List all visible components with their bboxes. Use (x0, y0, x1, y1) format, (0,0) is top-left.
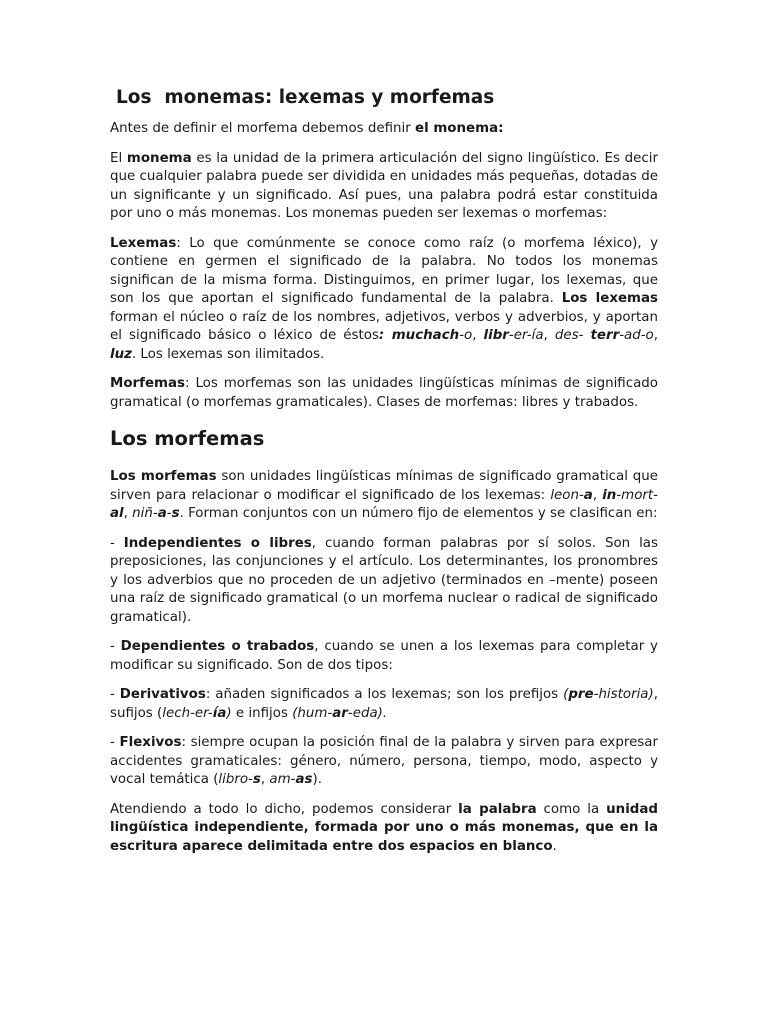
text-run: El (110, 150, 127, 166)
text-run: as (295, 772, 313, 787)
text-run: - (110, 735, 120, 750)
text-run: (hum- (292, 705, 333, 721)
text-run: Morfemas (110, 376, 185, 391)
text-run: son unidades lingüísticas mínimas de significado gramatical que sirven para relacionar o modificar el significado de los lexemas: (110, 469, 658, 503)
text-run: ). (312, 772, 322, 787)
text-run: unidad lingüística independiente, formada por uno o más monemas, que en la escritura aparece delimitada entre dos espacios en blanco (110, 801, 658, 854)
text-run: , cuando forman palabras por sí solos. Son las preposiciones, las conjunciones y el artículo. Los determinantes, los pronombres y los adverbios que no proceden de un adjetivo (terminados en –mente) poseen una raíz de significado gramatical (o un morfema nuclear o radical de significado gramatical). (110, 535, 658, 625)
text-run: : Lo que comúnmente se conoce como raíz (o morfema léxico), y contiene en germen el significado de la palabra. No todos los monemas significan de la misma forma. Distinguimos, en primer lugar, los lexemas, que son los que aportan el significado fundamental de la palabra. (110, 235, 658, 306)
text-run: , (543, 328, 555, 343)
text-run: . Los lexemas son ilimitados. (131, 346, 325, 362)
text-run: -er-ía (508, 328, 544, 343)
text-run: terr (590, 328, 620, 343)
text-run: es la unidad de la primera articulación del signo lingüístico. Es decir que cualquier palabra puede ser dividida en unidades más pequeñas, dotadas de un significante y un significado. Así pues, una palabra podrá estar constituida por uno o más monemas. Los monemas pueden ser lexemas o morfemas: (110, 150, 658, 221)
morfemas-intro-paragraph (110, 468, 658, 524)
page-title: Los monemas: lexemas y morfemas (116, 87, 495, 108)
text-run: : añaden significados a los lexemas; son los prefijos (205, 687, 564, 702)
text-run: -eda). (347, 705, 388, 721)
text-run: . (552, 838, 557, 854)
text-run: a (157, 506, 167, 521)
text-run: Dependientes o trabados (120, 639, 315, 654)
independientes-paragraph (110, 535, 658, 628)
text-run: Los lexemas (561, 291, 659, 306)
text-run: Atendiendo a todo lo dicho, podemos considerar (110, 801, 459, 817)
text-run: - (110, 535, 124, 551)
text-run: al (110, 506, 124, 521)
text-run: -ad-o (619, 328, 654, 343)
text-run: pre (568, 687, 594, 702)
intro-paragraph (110, 120, 658, 139)
text-run: . Forman conjuntos con un número fijo de elementos y se clasifican en: (179, 506, 658, 521)
text-run: ía (212, 705, 227, 721)
text-run: monema (126, 150, 192, 166)
text-run: am- (269, 772, 296, 787)
text-run: - (166, 506, 172, 521)
text-run: libro- (218, 772, 253, 787)
text-run: -historia) (593, 687, 654, 702)
text-run: Lexemas (110, 235, 177, 251)
text-run: , (260, 772, 270, 787)
text-run: Antes de definir el morfema debemos definir (110, 121, 416, 136)
text-run: , cuando se unen a los lexemas para completar y modificar su significado. Son de dos tipos: (110, 639, 658, 673)
flexivos-paragraph (110, 734, 658, 790)
text-run: , (472, 328, 484, 343)
text-run: -mort- (616, 487, 658, 503)
text-run: in (602, 487, 617, 503)
text-run: , (653, 328, 659, 343)
text-run: - (110, 687, 120, 702)
dependientes-paragraph (110, 638, 658, 675)
lexemas-paragraph (110, 235, 658, 365)
text-run: -o (459, 328, 473, 343)
text-run: , (592, 487, 603, 503)
section-title: Los morfemas (110, 427, 265, 450)
text-run: : muchach (378, 328, 460, 343)
text-run: : siempre ocupan la posición final de la palabra y sirven para expresar accidentes gramaticales: género, número, persona, tiempo, modo, aspecto y vocal temática ( (110, 735, 658, 787)
text-run: luz (110, 346, 132, 362)
text-run: s (171, 506, 180, 521)
text-run: ) (226, 705, 232, 721)
text-run: forman el núcleo o raíz de los nombres, adjetivos, verbos y adverbios, y aportan el significado básico o léxico de éstos (110, 309, 658, 343)
derivativos-paragraph (110, 686, 658, 723)
text-run: a (583, 487, 593, 503)
text-run: s (252, 772, 261, 787)
text-run: Derivativos (119, 687, 206, 702)
text-run: leon- (550, 487, 584, 503)
text-run: Los morfemas (110, 469, 217, 484)
text-run: e infijos (231, 705, 293, 721)
text-run: : Los morfemas son las unidades lingüísticas mínimas de significado gramatical (o morfemas gramaticales). Clases de morfemas: libres y trabados. (110, 376, 658, 410)
document-body (110, 86, 658, 867)
text-run: des- (554, 328, 591, 343)
text-run: - (110, 639, 121, 654)
text-run: ar (332, 705, 348, 721)
text-run: la palabra (458, 801, 537, 817)
text-run: Independientes o libres (123, 535, 312, 551)
text-run: lech-er- (162, 705, 213, 721)
text-run: como la (536, 801, 607, 817)
text-run: ( (563, 687, 569, 702)
text-run: , sufijos ( (110, 687, 658, 721)
text-run: libr (483, 328, 509, 343)
conclusion-paragraph (110, 801, 658, 857)
text-run: niñ- (132, 506, 158, 521)
text-run: el monema: (415, 121, 504, 136)
morfemas-definition-paragraph (110, 375, 658, 412)
text-run: , (123, 506, 133, 521)
monema-paragraph (110, 150, 658, 224)
text-run: Flexivos (119, 735, 182, 750)
